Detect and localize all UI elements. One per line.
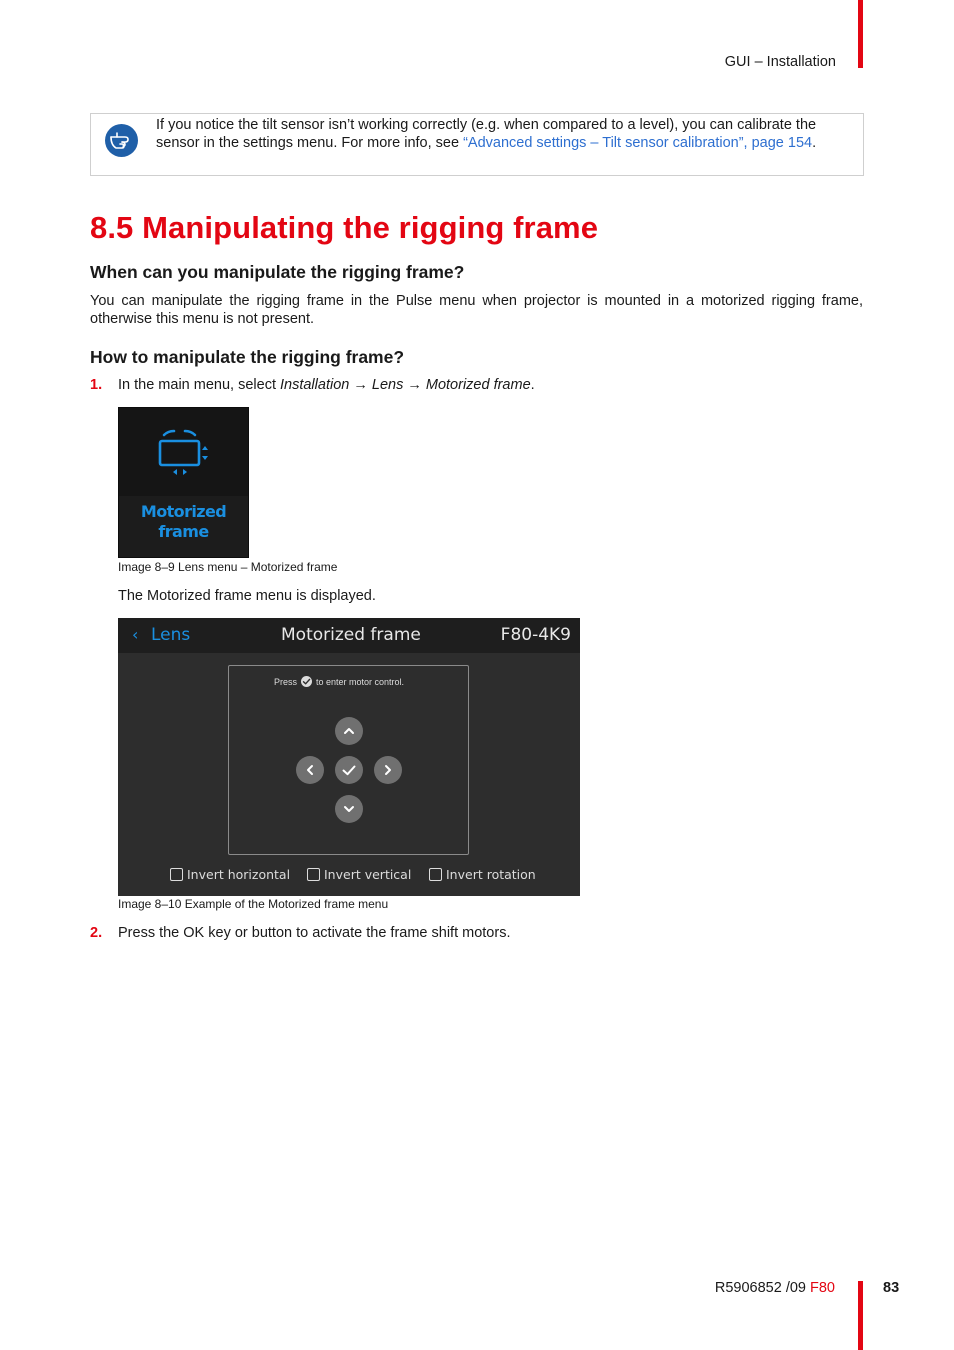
ok-button[interactable] <box>335 756 363 784</box>
chevron-down-icon <box>335 795 363 823</box>
checkbox-icon[interactable] <box>429 868 442 881</box>
tip-box <box>90 113 864 176</box>
checkbox-icon[interactable] <box>170 868 183 881</box>
step-number-1: 1. <box>90 377 103 393</box>
chevron-up-icon <box>335 717 363 745</box>
subheading-how: How to manipulate the rigging frame? <box>90 347 405 367</box>
image-caption-1: Image 8–9 Lens menu – Motorized frame <box>118 560 338 574</box>
invert-rotation-label: Invert rotation <box>446 867 536 882</box>
press-text: Press <box>274 677 298 687</box>
press-text-suffix: to enter motor control. <box>316 677 405 687</box>
pointing-hand-icon <box>105 124 138 157</box>
tip-cross-reference-link[interactable]: “Advanced settings – Tilt sensor calibration”, page 154 <box>463 134 813 151</box>
tile-label <box>119 502 248 542</box>
invert-horizontal-checkbox[interactable] <box>170 867 290 882</box>
footer-document-id <box>715 1280 835 1296</box>
product-name: F80 <box>810 1280 835 1296</box>
image-caption-2: Image 8–10 Example of the Motorized frame menu <box>118 897 389 911</box>
step-1-tail: . <box>530 377 535 393</box>
step-1-lead: In the main menu, select <box>118 377 280 393</box>
motor-control-panel <box>228 665 469 855</box>
checkbox-icon[interactable] <box>307 868 320 881</box>
menu-title: Motorized frame <box>281 625 421 645</box>
section-title: 8.5 Manipulating the rigging frame <box>90 210 599 245</box>
tip-text <box>156 117 856 152</box>
back-button[interactable]: Lens <box>151 625 191 645</box>
menu-path: Installation → Lens → Motorized frame <box>280 377 531 393</box>
down-arrow-button[interactable] <box>335 795 363 823</box>
body-paragraph: You can manipulate the rigging frame in the Pulse menu when projector is mounted in a motorized rigging frame, otherwise this menu is not present. <box>90 293 863 327</box>
tile-label-line-2: frame <box>158 522 209 541</box>
right-arrow-button[interactable] <box>374 756 402 784</box>
tile-label-line-1: Motorized <box>140 502 227 521</box>
menu-header <box>118 618 580 653</box>
press-instruction <box>274 677 404 688</box>
tip-text-after: . <box>812 134 817 151</box>
header-accent-bar <box>858 0 863 68</box>
motorized-frame-menu <box>118 618 580 896</box>
check-icon <box>301 676 312 687</box>
footer-accent-bar <box>858 1281 863 1350</box>
check-icon <box>335 756 363 784</box>
invert-vertical-checkbox[interactable] <box>307 867 411 882</box>
model-label: F80-4K9 <box>500 625 571 645</box>
up-arrow-button[interactable] <box>335 717 363 745</box>
invert-vertical-label: Invert vertical <box>324 867 412 882</box>
tip-text-before: If you notice the tilt sensor isn’t working correctly (e.g. when compared to a level), you can calibrate the sensor in the settings menu. For more info, see <box>156 117 817 151</box>
running-header: GUI – Installation <box>724 54 836 70</box>
chevron-left-icon <box>296 756 324 784</box>
page-number: 83 <box>883 1280 900 1296</box>
chevron-right-icon <box>374 756 402 784</box>
after-image-text: The Motorized frame menu is displayed. <box>118 588 376 604</box>
step-number-2: 2. <box>90 925 103 941</box>
subheading-when: When can you manipulate the rigging frame? <box>90 262 465 282</box>
step-text-1 <box>118 377 535 393</box>
left-arrow-button[interactable] <box>296 756 324 784</box>
motorized-frame-icon <box>157 428 211 481</box>
motorized-frame-tile[interactable] <box>118 407 249 558</box>
doc-number: R5906852 /09 <box>714 1280 806 1296</box>
chevron-left-icon[interactable]: ‹ <box>132 625 139 644</box>
invert-horizontal-label: Invert horizontal <box>187 867 291 882</box>
invert-rotation-checkbox[interactable] <box>429 867 536 882</box>
step-text-2: Press the OK key or button to activate the frame shift motors. <box>118 925 511 941</box>
